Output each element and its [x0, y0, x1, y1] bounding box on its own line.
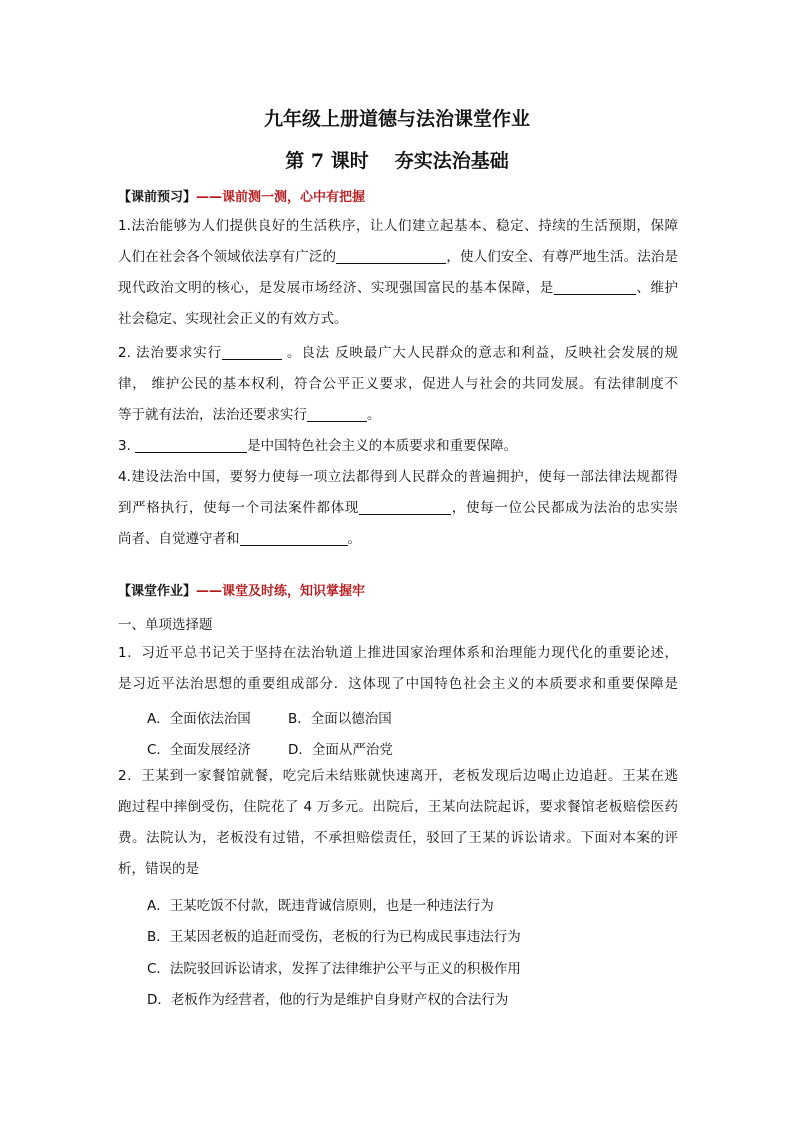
text-line: 费。法院认为，老板没有过错，不承担赔偿责任，驳回了王某的诉讼请求。下面对本案的评: [118, 830, 678, 846]
text-line: 到严格执行，使每一个司法案件都体现 ，使每一位公民都成为法治的忠实崇: [118, 500, 679, 516]
text-line: 2. 法治要求实行 。良法 反映最广大人民群众的意志和利益，反映社会发展的规: [118, 345, 678, 361]
text-line: 人们在社会各个领域依法享有广泛的 ，使人们安全、有尊严地生活。法治是: [118, 249, 679, 265]
preview-item-3: [118, 431, 678, 462]
q1-option-d[interactable]: D．全面从严治党: [288, 742, 393, 758]
preview-item-2: [118, 338, 678, 431]
q1-option-b[interactable]: B．全面以德治国: [288, 711, 392, 727]
fill-blank[interactable]: [554, 278, 636, 295]
text-line: 等于就有法治，法治还要求实行 。: [118, 407, 381, 423]
q2-option-d[interactable]: D．老板作为经营者，他的行为是维护自身财产权的合法行为: [147, 992, 509, 1008]
text-line: 1.法治能够为人们提供良好的生活秩序，让人们建立起基本、稳定、持续的生活预期，保障: [118, 218, 678, 234]
text-line: 社会稳定、实现社会正义的有效方式。: [118, 311, 348, 327]
q2-option-a[interactable]: A．王某吃饭不付款，既违背诚信原则，也是一种违法行为: [147, 898, 494, 914]
q1-option-c[interactable]: C．全面发展经济: [147, 742, 251, 758]
text-line: 析，错误的是: [118, 861, 199, 877]
classwork-section-header: 【课堂作业】——课堂及时练，知识掌握牢: [118, 584, 366, 599]
text-line: 律， 维护公民的基本权利，符合公平正义要求，促进人与社会的共同发展。有法律制度不: [118, 376, 678, 392]
text-line: 1．习近平总书记关于坚持在法治轨道上推进国家治理体系和治理能力现代化的重要论述，: [118, 645, 678, 661]
fill-blank[interactable]: [359, 498, 451, 515]
lesson-title: [0, 146, 794, 173]
preview-item-1: [118, 211, 678, 335]
text-line: 现代政治文明的核心，是发展市场经济、实现强国富民的基本保障，是 、维护: [118, 280, 679, 296]
text-line: 2．王某到一家餐馆就餐，吃完后未结账就快速离开，老板发现后边喝止边追赶。王某在逃: [118, 768, 678, 784]
fill-blank[interactable]: [307, 405, 367, 422]
q1-option-a[interactable]: A．全面依法治国: [147, 711, 251, 727]
question-2-stem: [118, 761, 678, 885]
page-title: 九年级上册道德与法治课堂作业: [263, 108, 530, 130]
fill-blank[interactable]: [336, 247, 446, 264]
text-line: 是习近平法治思想的重要组成部分．这体现了中国特色社会主义的本质要求和重要保障是: [118, 676, 678, 692]
text-line: 4.建设法治中国，要努力使每一项立法都得到人民群众的普遍拥护，使每一部法律法规都得: [118, 469, 678, 485]
preview-item-4: [118, 462, 678, 555]
fill-blank[interactable]: [240, 529, 348, 546]
text-line: 跑过程中摔倒受伤，住院花了 4 万多元。出院后，王某向法院起诉，要求餐馆老板赔偿医药: [118, 799, 678, 815]
text-line: 3. 是中国特色社会主义的本质要求和重要保障。: [118, 438, 518, 454]
q2-option-b[interactable]: B．王某因老板的追赶而受伤，老板的行为已构成民事违法行为: [147, 929, 521, 945]
lesson-number: 第 7 课时: [285, 150, 369, 172]
text-line: 尚者、自觉遵守者和 。: [118, 531, 361, 547]
question-1-stem: [118, 638, 678, 700]
preview-section-header: 【课前预习】——课前测一测，心中有把握: [118, 190, 366, 205]
q2-option-c[interactable]: C．法院驳回诉讼请求，发挥了法律维护公平与正义的积极作用: [147, 961, 521, 977]
fill-blank[interactable]: [135, 436, 247, 453]
fill-blank[interactable]: [222, 343, 282, 360]
question-type-heading: 一、单项选择题: [118, 617, 213, 633]
lesson-name: 夯实法治基础: [394, 150, 509, 172]
